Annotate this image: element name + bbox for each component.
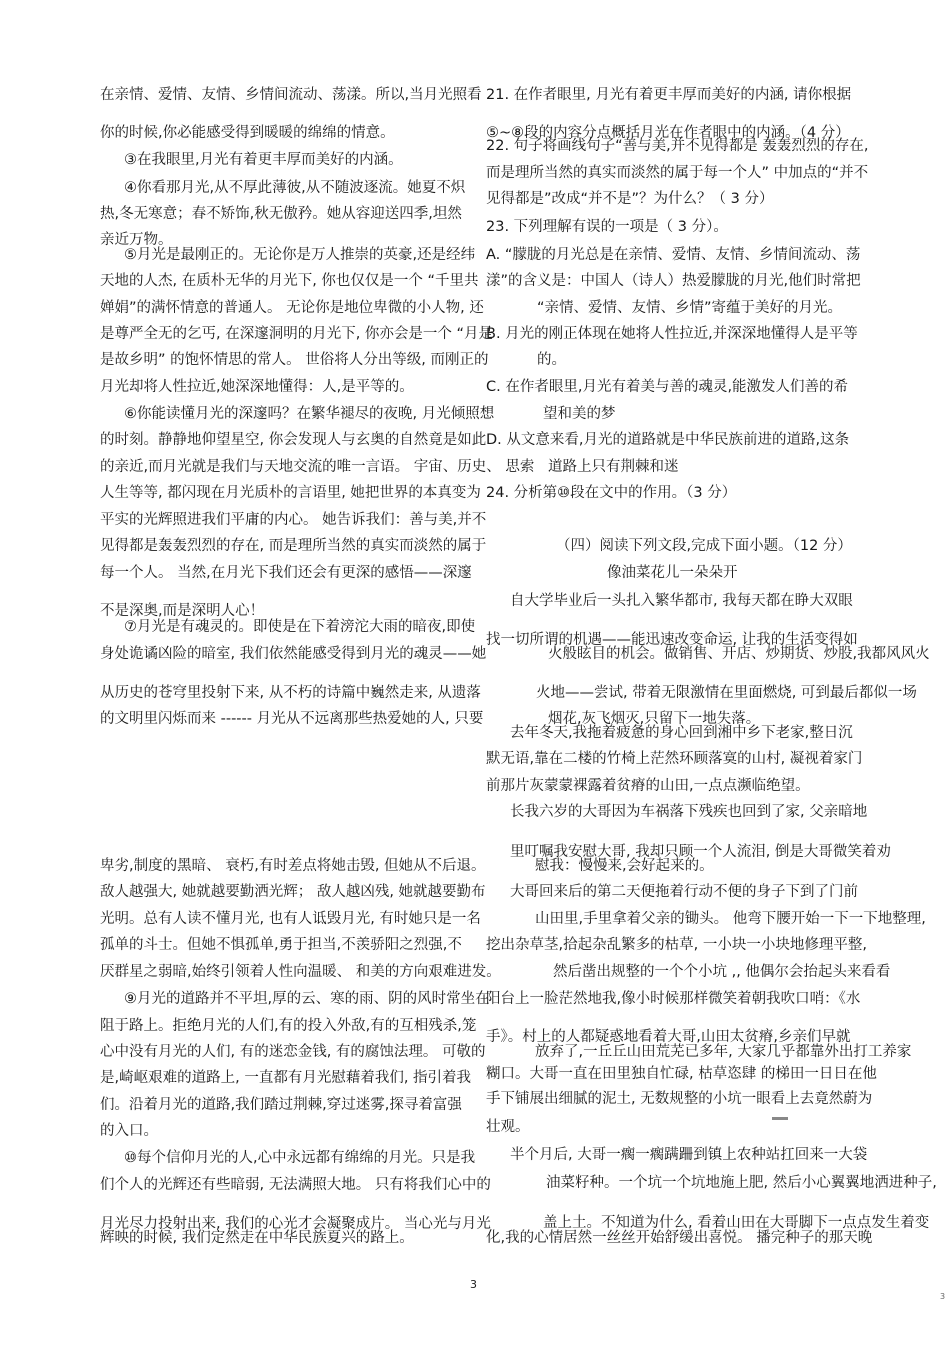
text-line: 敌人越强大, 她就越要勤洒光辉； 敌人越凶残, 她就越要勤布 xyxy=(100,884,486,900)
text-line: 的亲近,而月光就是我们与天地交流的唯一言语。 宇宙、历史、 思索 xyxy=(100,459,535,475)
text-line: ⑥你能读懂月光的深邃吗？在繁华褪尽的夜晚, 月光倾照想 xyxy=(124,406,495,422)
text-line: 从历史的苍穹里投射下来, 从不朽的诗篇中巍然走来, 从遗落 xyxy=(100,685,481,701)
text-line: 见得都是轰轰烈烈的存在, 而是理所当然的真实而淡然的属于 xyxy=(100,538,487,554)
text-line: 而是理所当然的真实而淡然的属于每一个人” 中加点的“并不 xyxy=(486,165,869,181)
text-line: 放弃了,一丘丘山田荒芜已多年, 大家几乎都靠外出打工养家 xyxy=(535,1044,912,1060)
text-line: 挖出杂草茎,拾起杂乱繁多的枯草, 一小块一小块地修理平整, xyxy=(486,937,867,953)
text-line: 心中没有月光的人们, 有的迷恋金钱, 有的腐蚀法理。 可敬的 xyxy=(100,1044,486,1060)
text-line: ⑨月光的道路并不平坦,厚的云、寒的雨、阴的风时常坐在 xyxy=(124,991,490,1007)
text-line: 半个月后, 大哥一瘸一瘸蹒跚到镇上农种站扛回来一大袋 xyxy=(510,1147,868,1163)
text-line: 身处诡谲凶险的暗室, 我们依然能感受得到月光的魂灵——她 xyxy=(100,646,487,662)
question-21: 21. 在作者眼里, 月光有着更丰厚而美好的内涵, 请你根据 xyxy=(486,87,852,103)
text-line: 火地——尝试, 带着无限激情在里面燃烧, 可到最后都似一场 xyxy=(536,685,917,701)
text-line: 每一个人。 当然,在月光下我们还会有更深的感悟——深邃 xyxy=(100,565,472,581)
text-line: 手下铺展出细腻的泥土, 无数规整的小坑一眼看上去竟然蔚为 xyxy=(486,1091,873,1107)
text-line: 是故乡明” 的饱怀情思的常人。 世俗将人分出等级, 而刚正的 xyxy=(100,352,489,368)
text-line: 山田里,手里拿着父亲的锄头。 他弯下腰开始一下一下地整理, xyxy=(535,911,926,927)
option-d: D. 从文意来看,月光的道路就是中华民族前进的道路,这条 xyxy=(486,432,850,448)
text-line: 们个人的光辉还有些暗弱, 无法满照大地。 只有将我们心中的 xyxy=(100,1177,491,1193)
text-line: 人生等等, 都闪现在月光质朴的言语里, 她把世界的本真变为 xyxy=(100,485,481,501)
text-line: “亲情、爱情、友情、乡情”寄蕴于美好的月光。 xyxy=(537,300,843,316)
text-line: 厌群星之弱暗,始终引领着人性向温暖、 和美的方向艰难进发。 xyxy=(100,964,501,980)
section-heading: （四）阅读下列文段,完成下面小题。（12 分） xyxy=(556,538,852,554)
question-23: 23. 下列理解有误的一项是（ 3 分）。 xyxy=(486,219,728,235)
text-line: 见得都是”改成“并不是”？为什么？（ 3 分） xyxy=(486,191,774,207)
text-line: 婵娟”的满怀情意的普通人。 无论你是地位卑微的小人物, 还 xyxy=(100,300,484,316)
text-line: 大哥回来后的第二天便拖着行动不便的身子下到了门前 xyxy=(510,884,858,900)
text-line: 你的时候,你必能感受得到暖暖的绵绵的情意。 xyxy=(100,125,395,141)
text-line: 的时刻。静静地仰望星空, 你会发现人与玄奥的自然竟是如此 xyxy=(100,432,487,448)
text-line: 望和美的梦 xyxy=(543,406,616,422)
question-22: 22. 句子将画线句子“善与美,并不见得都是 轰轰烈烈的存在, xyxy=(486,138,869,154)
text-line: 长我六岁的大哥因为车祸落下残疾也回到了家, 父亲暗地 xyxy=(510,804,868,820)
corner-number: 3 xyxy=(940,1292,946,1301)
text-line: ③在我眼里,月光有着更丰厚而美好的内涵。 xyxy=(124,152,403,168)
text-line: 去年冬天,我拖着疲惫的身心回到湘中乡下老家,整日沉 xyxy=(510,725,853,741)
question-24: 24. 分析第⑩段在文中的作用。（3 分） xyxy=(486,485,737,501)
text-line: 光明。总有人读不懂月光, 也有人诋毁月光, 有时她只是一名 xyxy=(100,911,481,927)
text-line: 在亲情、爱情、友情、乡情间流动、荡漾。所以,当月光照看 xyxy=(100,87,482,103)
text-line: 找一切所谓的机遇——能迅速改变命运, 让我的生活变得如 xyxy=(486,632,858,648)
text-line: 火般眩目的机会。做销售、开店、炒期货、炒股,我都风风火 xyxy=(548,646,930,662)
text-line: 的。 xyxy=(537,352,566,368)
text-line: ④你看那月光,从不厚此薄彼,从不随波逐流。她夏不炽 xyxy=(124,180,466,196)
dash-mark xyxy=(772,1117,788,1120)
text-line: ⑩每个信仰月光的人,心中永远都有绵绵的月光。只是我 xyxy=(124,1150,476,1166)
text-line: 壮观。 xyxy=(486,1119,530,1135)
option-a: A. “朦胧的月光总是在亲情、爱情、友情、乡情间流动、荡 xyxy=(486,247,861,263)
text-line: ⑤~⑧段的内容分点概括月光在作者眼中的内涵。（4 分） xyxy=(486,125,850,141)
text-line: 盖上土。不知道为什么, 看着山田在大哥脚下一点点发生着变 xyxy=(543,1215,930,1231)
text-line: 烟花,灰飞烟灭,只留下一地失落。 xyxy=(548,711,761,727)
text-line: 油菜籽种。一个坑一个坑地施上肥, 然后小心翼翼地洒进种子, xyxy=(546,1175,937,1191)
text-line: 化,我的心情居然一丝丝开始舒缓出喜悦。 播完种子的那天晚 xyxy=(486,1230,873,1246)
text-line: 孤单的斗士。但她不惧孤单,勇于担当,不羡骄阳之烈强,不 xyxy=(100,937,462,953)
text-line: 默无语,靠在二楼的竹椅上茫然环顾落寞的山村, 凝视着家门 xyxy=(486,751,863,767)
text-line: 月光尽力投射出来, 我们的心光才会凝聚成片。 当心光与月光 xyxy=(100,1216,491,1232)
text-line: 慰我：慢慢来,会好起来的。 xyxy=(535,858,714,874)
text-line: 糊口。大哥一直在田里独自忙碌, 枯草恣肆 的梯田一日日在他 xyxy=(486,1066,877,1082)
text-line: 亲近万物。 xyxy=(100,232,173,248)
text-line: 阻于路上。拒绝月光的人们,有的投入外敌,有的互相残杀,笼 xyxy=(100,1018,477,1034)
text-line: ⑦月光是有魂灵的。即使是在下着滂沱大雨的暗夜,即使 xyxy=(124,619,476,635)
text-line: 自大学毕业后一头扎入繁华都市, 我每天都在睁大双眼 xyxy=(510,593,853,609)
text-line: 月光却将人性拉近,她深深地懂得：人,是平等的。 xyxy=(100,379,414,395)
page-number: 3 xyxy=(470,1278,477,1291)
text-line: 热,冬无寒意；春不矫饰,秋无傲矜。她从容迎送四季,坦然 xyxy=(100,206,462,222)
text-line: 是,崎岖艰难的道路上, 一直都有月光慰藉着我们, 指引着我 xyxy=(100,1070,472,1086)
text-line: 道路上只有荆棘和迷 xyxy=(548,459,679,475)
text-line: 阳台上一脸茫然地我,像小时候那样微笑着朝我吹口哨：《水 xyxy=(486,991,861,1007)
text-line: 辉映的时候, 我们定然走在中华民族夏兴的路上。 xyxy=(100,1230,414,1246)
text-line: 漾”的含义是：中国人（诗人）热爱朦胧的月光,他们时常把 xyxy=(486,273,861,289)
text-line: 里叮嘱我安慰大哥, 我却只顾一个人流泪, 倒是大哥微笑着劝 xyxy=(510,844,891,860)
text-line: 不是深奥,而是深明人心！ xyxy=(100,603,265,619)
text-line: 的入口。 xyxy=(100,1123,158,1139)
text-line: 前那片灰蒙蒙裸露着贫瘠的山田,一点点濒临绝望。 xyxy=(486,778,810,794)
text-line: 平实的光辉照进我们平庸的内心。 她告诉我们：善与美,并不 xyxy=(100,512,487,528)
text-line: 卑劣,制度的黑暗、 衰朽,有时差点将她击毁, 但她从不后退。 xyxy=(100,858,486,874)
option-b: B. 月光的刚正体现在她将人性拉近,并深深地懂得人是平等 xyxy=(486,326,858,342)
text-line: 天地的人杰, 在质朴无华的月光下, 你也仅仅是一个 “千里共 xyxy=(100,273,479,289)
article-title: 像油菜花儿一朵朵开 xyxy=(607,565,738,581)
text-line: 的文明里闪烁而来 ------ 月光从不远离那些热爱她的人, 只要 xyxy=(100,711,484,727)
text-line: 是尊严全无的乞丐, 在深邃洞明的月光下, 你亦会是一个 “月是 xyxy=(100,326,494,342)
text-line: 手》。村上的人都疑惑地看着大哥,山田太贫瘠,乡亲们早就 xyxy=(486,1029,851,1045)
text-line: 们。沿着月光的道路,我们踏过荆棘,穿过迷雾,探寻着富强 xyxy=(100,1097,462,1113)
option-c: C. 在作者眼里,月光有着美与善的魂灵,能激发人们善的希 xyxy=(486,379,849,395)
text-line: 然后凿出规整的一个个小坑 ,, 他偶尔会抬起头来看看 xyxy=(553,964,891,980)
text-line: ⑤月光是最刚正的。无论你是万人推崇的英豪,还是经纬 xyxy=(124,247,476,263)
